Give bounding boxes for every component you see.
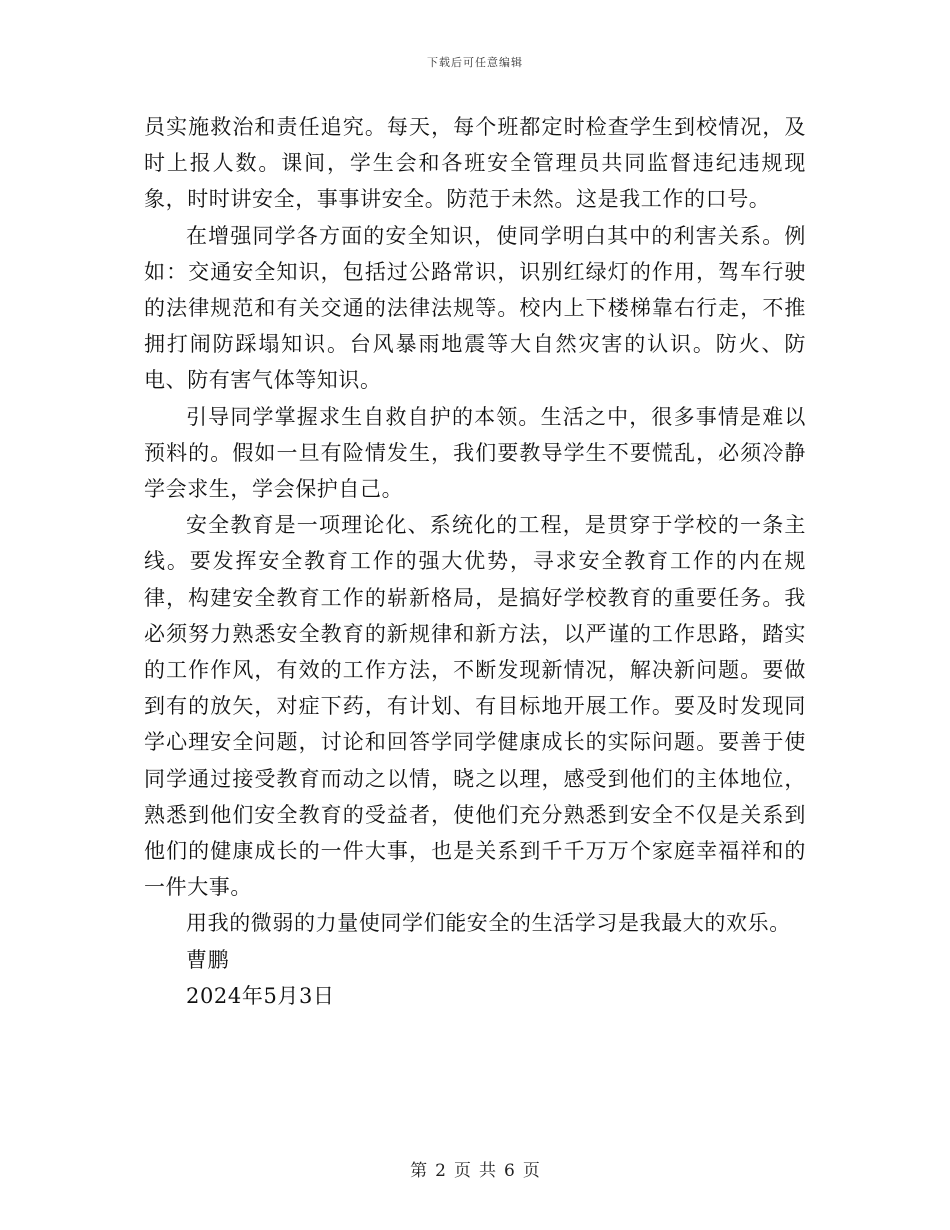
footer-total-word: 共 <box>479 1161 496 1181</box>
footer-total-pages: 6 <box>504 1161 515 1181</box>
paragraph-1: 员实施救治和责任追究。每天，每个班都定时检查学生到校情况，及时上报人数。课间，学生会和各班安全管理员共同监督违纪违规现象，时时讲安全，事事讲安全。防范于未然。这是我工作的口号。 <box>144 115 806 212</box>
page-header: 下载后可任意编辑 <box>427 56 523 69</box>
footer-page-word: 页 <box>454 1161 471 1181</box>
footer-prefix: 第 <box>410 1161 428 1181</box>
footer-suffix: 页 <box>522 1161 540 1181</box>
paragraph-3: 引导同学掌握求生自救自护的本领。生活之中，很多事情是难以预料的。假如一旦有险情发生，我们要教导学生不要慌乱，必须冷静学会求生，学会保护自己。 <box>144 404 806 502</box>
footer-page-number: 2 <box>435 1161 446 1181</box>
document-body <box>144 109 806 1014</box>
date: 2024年5月3日 <box>186 983 335 1008</box>
paragraph-5: 用我的微弱的力量使同学们能安全的生活学习是我最大的欢乐。 <box>186 911 791 936</box>
paragraph-2: 在增强同学各方面的安全知识，使同学明白其中的利害关系。例如：交通安全知识，包括过公路常识，识别红绿灯的作用，驾车行驶的法律规范和有关交通的法律法规等。校内上下楼梯靠右行走，不推拥打闹防踩塌知识。台风暴雨地震等大自然灾害的认识。防火、防电、防有害气体等知识。 <box>144 223 806 393</box>
paragraph-4: 安全教育是一项理论化、系统化的工程，是贯穿于学校的一条主线。要发挥安全教育工作的强大优势，寻求安全教育工作的内在规律，构建安全教育工作的崭新格局，是搞好学校教育的重要任务。我必须努力熟悉安全教育的新规律和新方法，以严谨的工作思路，踏实的工作作风，有效的工作方法，不断发现新情况，解决新问题。要做到有的放矢，对症下药，有计划、有目标地开展工作。要及时发现同学心理安全问题，讨论和回答学同学健康成长的实际问题。要善于使同学通过接受教育而动之以情，晓之以理，感受到他们的主体地位，熟悉到他们安全教育的受益者，使他们充分熟悉到安全不仅是关系到他们的健康成长的一件大事，也是关系到千千万万个家庭幸福祥和的一件大事。 <box>144 513 806 900</box>
page-footer <box>0 1156 950 1181</box>
signature: 曹鹏 <box>186 947 230 972</box>
